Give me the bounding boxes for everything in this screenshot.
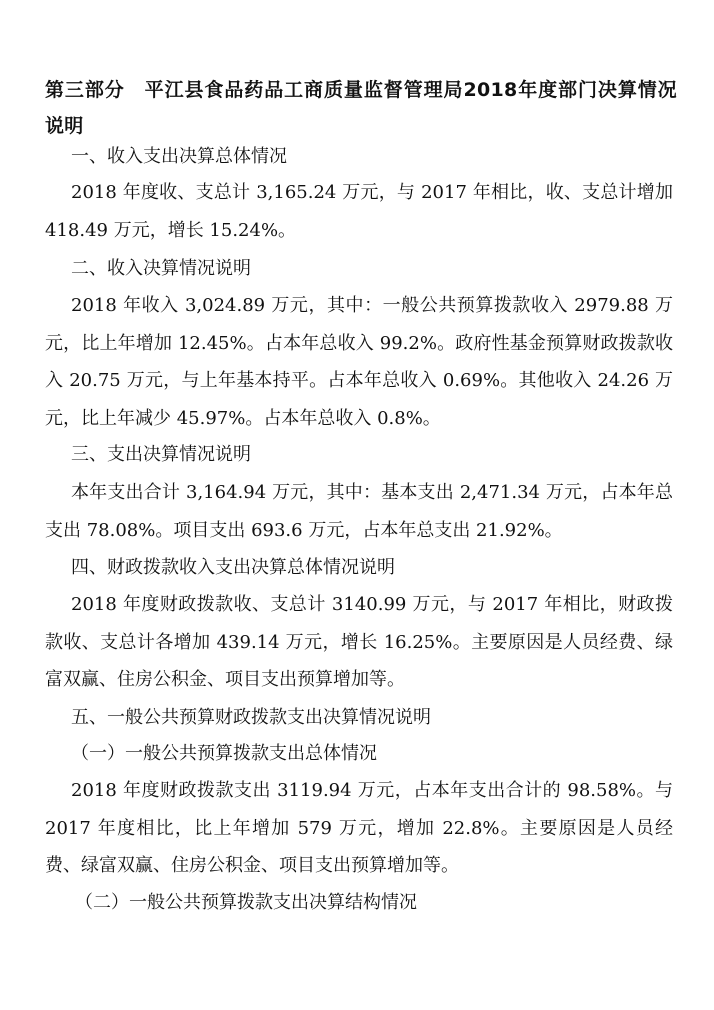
subsection-heading-5-1: （一）一般公共预算拨款支出总体情况 bbox=[71, 743, 377, 764]
section-heading-4: 四、财政拨款收入支出决算总体情况说明 bbox=[71, 557, 395, 578]
subsection-heading-5-2: （二）一般公共预算拨款支出决算结构情况 bbox=[75, 892, 417, 913]
section-paragraph-1: 2018 年度收、支总计 3,165.24 万元，与 2017 年相比，收、支总计增加 418.49 万元，增长 15.24%。 bbox=[45, 182, 673, 241]
document-title: 第三部分 平江县食品药品工商质量监督管理局2018年度部门决算情况说明 bbox=[45, 79, 677, 137]
section-heading-5: 五、一般公共预算财政拨款支出决算情况说明 bbox=[71, 707, 431, 728]
subsection-paragraph-5-1: 2018 年度财政拨款支出 3119.94 万元，占本年支出合计的 98.58%。与 2017 年度相比，比上年增加 579 万元，增加 22.8%。主要原因是人员经费、绿富双赢、住房公积金、项目支出预算增加等。 bbox=[45, 780, 673, 876]
section-paragraph-2: 2018 年收入 3,024.89 万元，其中：一般公共预算拨款收入 2979.88 万元，比上年增加 12.45%。占本年总收入 99.2%。政府性基金预算财政拨款收入 20.75 万元，与上年基本持平。占本年总收入 0.69%。其他收入 24.26 万元，比上年减少 45.97%。占本年总收入 0.8%。 bbox=[45, 295, 673, 429]
section-heading-2: 二、收入决算情况说明 bbox=[71, 258, 251, 279]
section-paragraph-3: 本年支出合计 3,164.94 万元，其中：基本支出 2,471.34 万元，占本年总支出 78.08%。项目支出 693.6 万元，占本年总支出 21.92%。 bbox=[45, 482, 673, 541]
section-heading-1: 一、收入支出决算总体情况 bbox=[71, 146, 287, 167]
section-heading-3: 三、支出决算情况说明 bbox=[71, 444, 251, 465]
section-paragraph-4: 2018 年度财政拨款收、支总计 3140.99 万元，与 2017 年相比，财政拨款收、支总计各增加 439.14 万元，增长 16.25%。主要原因是人员经费、绿富双赢、住房公积金、项目支出预算增加等。 bbox=[45, 594, 673, 690]
